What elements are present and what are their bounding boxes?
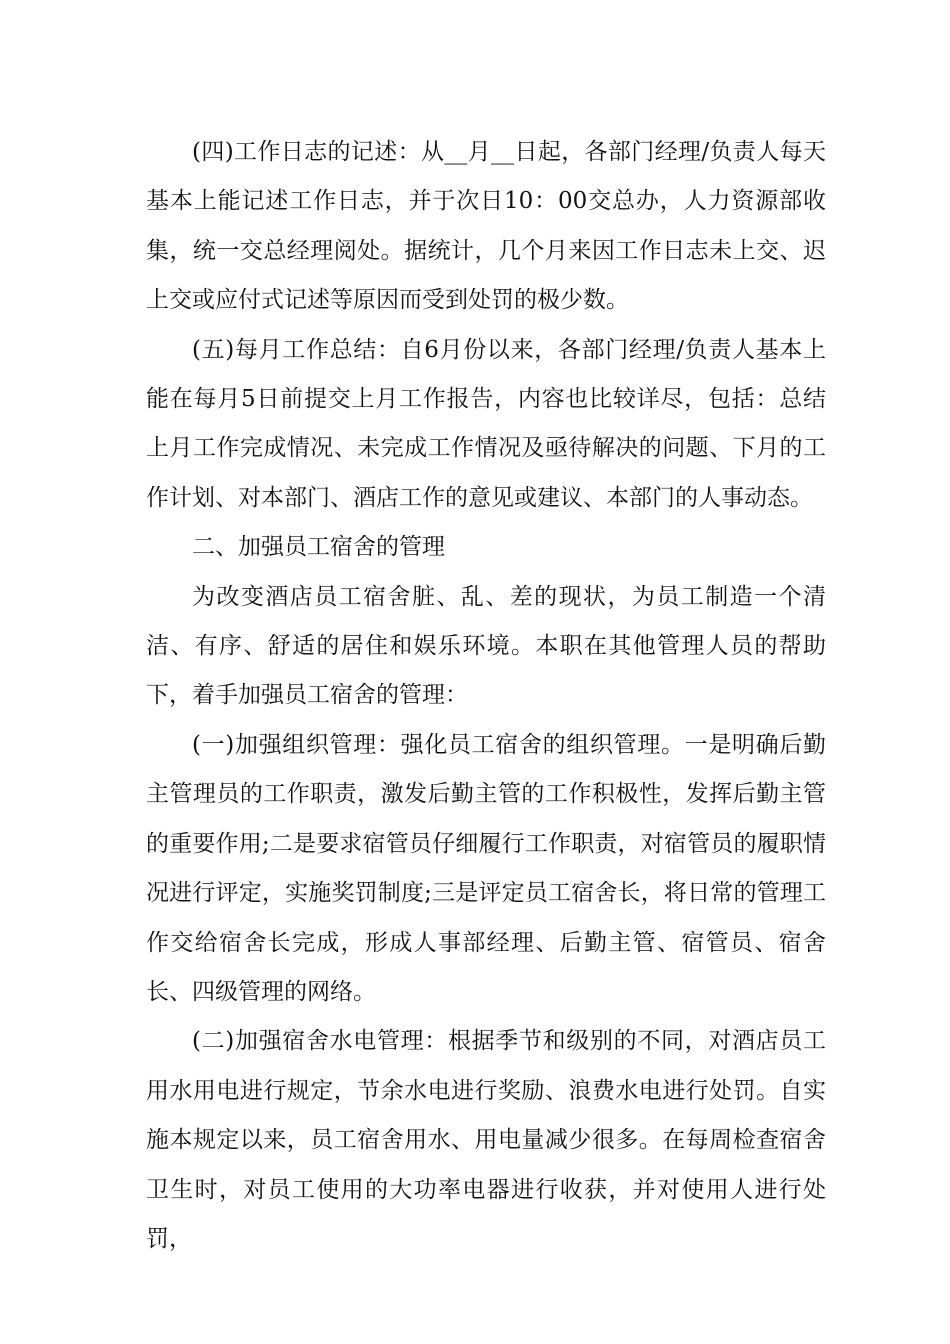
- paragraph-dormitory-intro: 为改变酒店员工宿舍脏、乱、差的现状，为员工制造一个清洁、有序、舒适的居住和娱乐环境。本职在其他管理人员的帮助下，着手加强员工宿舍的管理：: [146, 583, 826, 709]
- paragraph-work-log: (四)工作日志的记述：从__月__日起，各部门经理/负责人每天基本上能记述工作日志，并于次日10：00交总办，人力资源部收集，统一交总经理阅处。据统计，几个月来因工作日志未上交、迟上交或应付式记述等原因而受到处罚的极少数。: [146, 139, 826, 314]
- document-body: [146, 128, 826, 1264]
- paragraph-monthly-summary: (五)每月工作总结：自6月份以来，各部门经理/负责人基本上能在每月5日前提交上月工作报告，内容也比较详尽，包括：总结上月工作完成情况、未完成工作情况及亟待解决的问题、下月的工作计划、对本部门、酒店工作的意见或建议、本部门的人事动态。: [146, 336, 826, 511]
- paragraph-utilities-management: (二)加强宿舍水电管理：根据季节和级别的不同，对酒店员工用水用电进行规定，节余水电进行奖励、浪费水电进行处罚。自实施本规定以来，员工宿舍用水、用电量减少很多。在每周检查宿舍卫生时，对员工使用的大功率电器进行收获，并对使用人进行处罚，: [146, 1028, 826, 1252]
- paragraph-organization-management: (一)加强组织管理：强化员工宿舍的组织管理。一是明确后勤主管理员的工作职责，激发后勤主管的工作积极性，发挥后勤主管的重要作用;二是要求宿管员仔细履行工作职责，对宿管员的履职情况进行评定，实施奖罚制度;三是评定员工宿舍长，将日常的管理工作交给宿舍长完成，形成人事部经理、后勤主管、宿管员、宿舍长、四级管理的网络。: [146, 731, 826, 1005]
- section-heading-dormitory: 二、加强员工宿舍的管理: [192, 534, 445, 561]
